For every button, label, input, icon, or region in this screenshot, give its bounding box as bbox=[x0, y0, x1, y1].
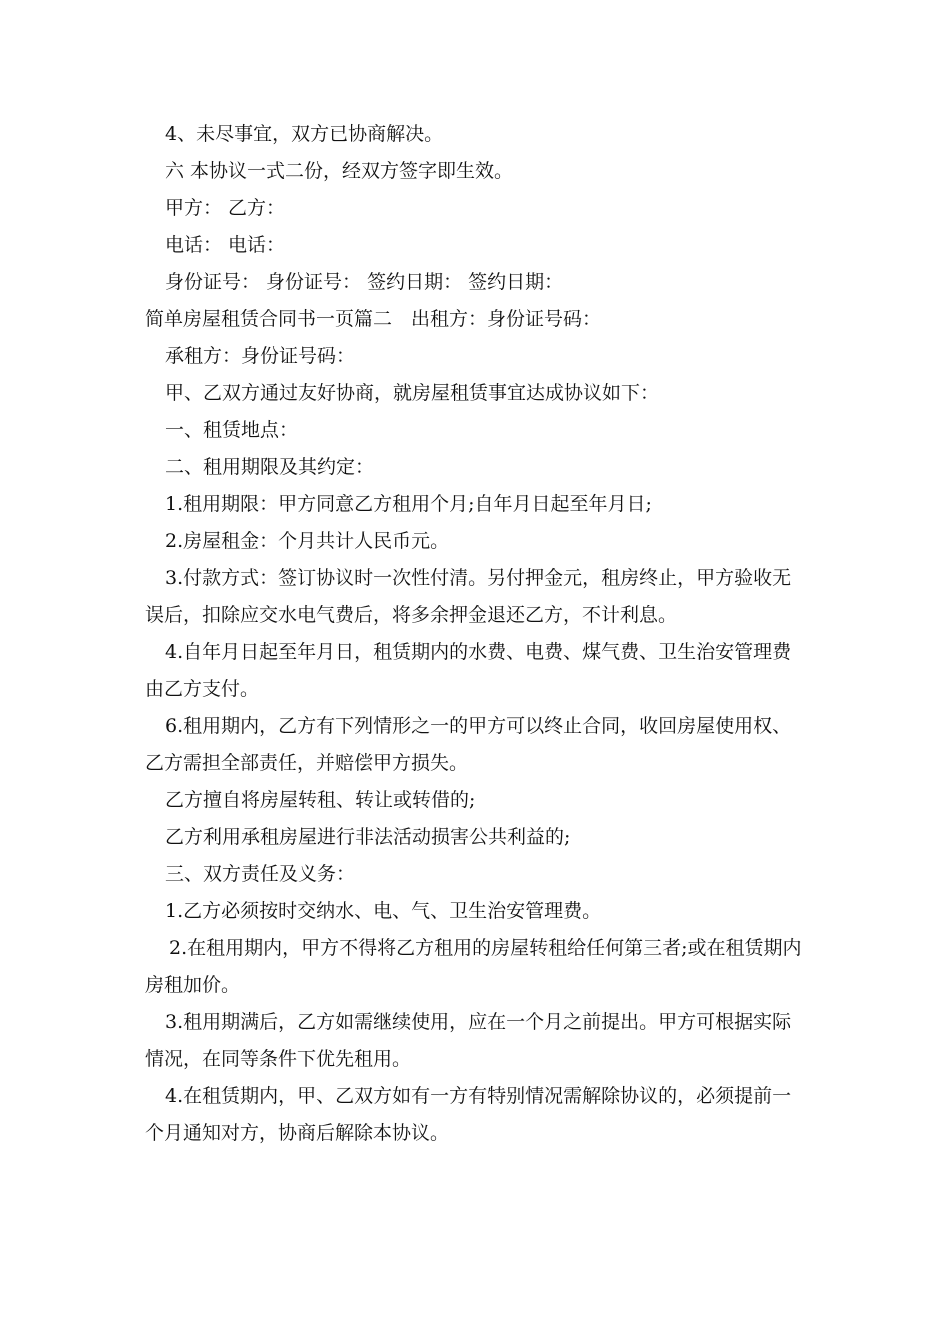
paragraph-13: 4.自年月日起至年月日，租赁期内的水费、电费、煤气费、卫生治安管理费由乙方支付。 bbox=[145, 641, 792, 700]
paragraph-3: 电话： 电话： bbox=[165, 234, 286, 256]
paragraph-20: 3.租用期满后，乙方如需继续使用，应在一个月之前提出。甲方可根据实际情况，在同等条件下优先租用。 bbox=[145, 1011, 792, 1070]
paragraph-10: 1.租用期限：甲方同意乙方租用个月;自年月日起至年月日; bbox=[165, 493, 652, 515]
paragraph-2: 甲方： 乙方： bbox=[165, 197, 286, 219]
paragraph-4: 身份证号： 身份证号： 签约日期： 签约日期： bbox=[165, 271, 564, 293]
paragraph-19: 2.在租用期内，甲方不得将乙方租用的房屋转租给任何第三者;或在租赁期内房租加价。 bbox=[145, 937, 802, 996]
document-page bbox=[145, 116, 810, 1152]
paragraph-1: 六 本协议一式二份，经双方签字即生效。 bbox=[165, 160, 514, 182]
paragraph-6: 承租方：身份证号码： bbox=[165, 345, 356, 367]
paragraph-11: 2.房屋租金：个月共计人民币元。 bbox=[165, 530, 450, 552]
paragraph-16: 乙方利用承租房屋进行非法活动损害公共利益的; bbox=[165, 826, 571, 848]
section-heading: 简单房屋租赁合同书一页篇二 出租方：身份证号码： bbox=[145, 308, 602, 330]
paragraph-0: 4、未尽事宜，双方已协商解决。 bbox=[165, 123, 444, 145]
paragraph-15: 乙方擅自将房屋转租、转让或转借的; bbox=[165, 789, 476, 811]
paragraph-9: 二、租用期限及其约定： bbox=[165, 456, 375, 478]
paragraph-7: 甲、乙双方通过友好协商，就房屋租赁事宜达成协议如下： bbox=[165, 382, 660, 404]
paragraph-21: 4.在租赁期内，甲、乙双方如有一方有特别情况需解除协议的，必须提前一个月通知对方，协商后解除本协议。 bbox=[145, 1085, 792, 1144]
paragraph-17: 三、双方责任及义务： bbox=[165, 863, 356, 885]
paragraph-8: 一、租赁地点： bbox=[165, 419, 299, 441]
paragraph-12: 3.付款方式：签订协议时一次性付清。另付押金元，租房终止，甲方验收无误后，扣除应交水电气费后，将多余押金退还乙方，不计利息。 bbox=[145, 567, 792, 626]
paragraph-18: 1.乙方必须按时交纳水、电、气、卫生治安管理费。 bbox=[165, 900, 602, 922]
paragraph-14: 6.租用期内，乙方有下列情形之一的甲方可以终止合同，收回房屋使用权、乙方需担全部责任，并赔偿甲方损失。 bbox=[145, 715, 792, 774]
